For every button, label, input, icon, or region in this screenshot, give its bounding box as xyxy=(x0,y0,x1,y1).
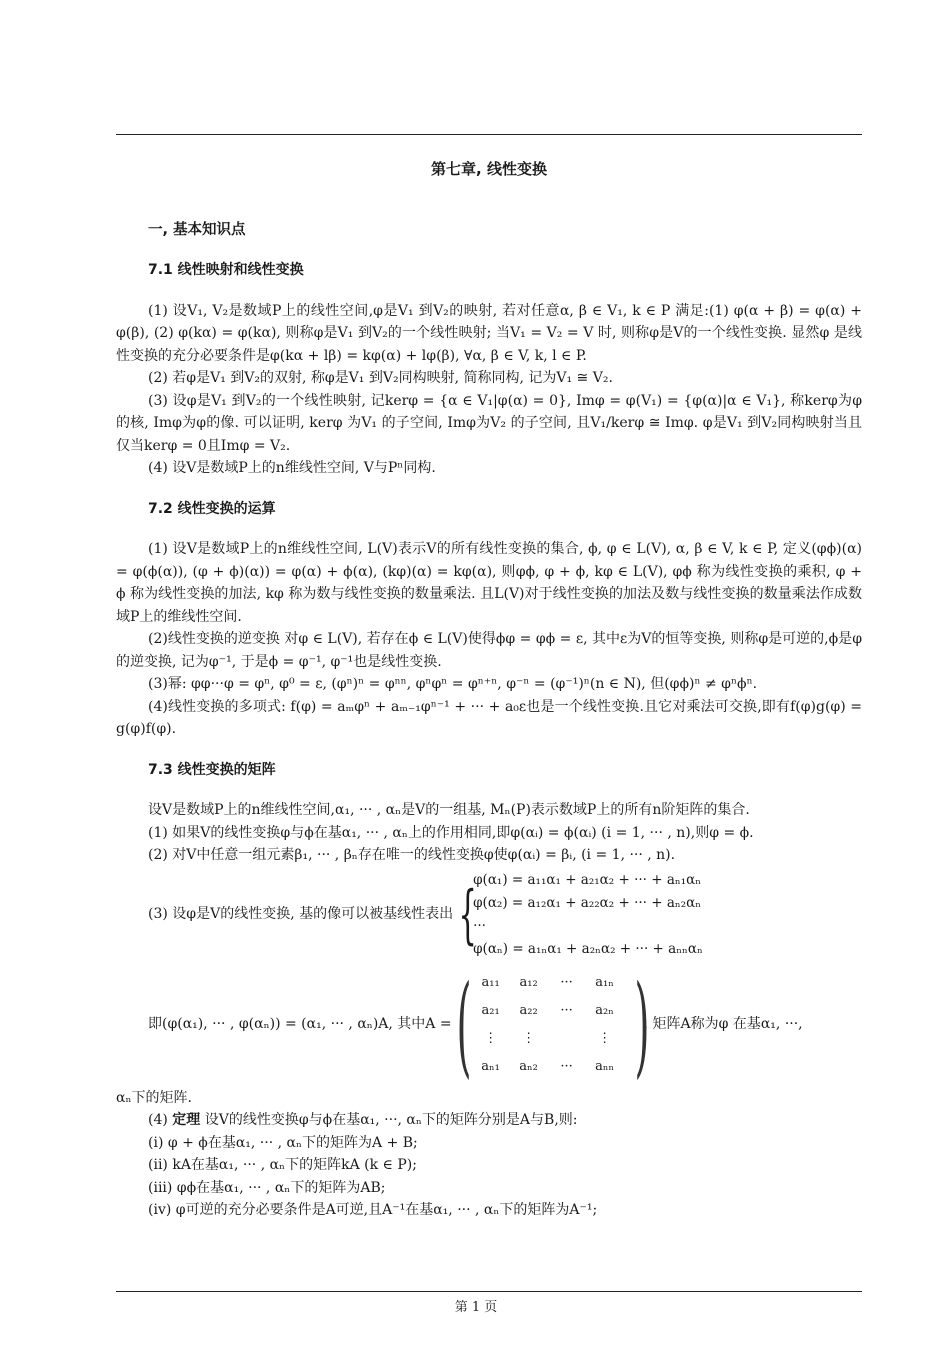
theorem-item: (i) φ + ϕ在基α₁, ··· , αₙ下的矩阵为A + B; xyxy=(148,1134,418,1151)
matrix-cell: ··· xyxy=(560,974,573,990)
system-equations xyxy=(473,869,703,961)
right-paren: ) xyxy=(634,960,650,1089)
left-paren: ( xyxy=(456,960,472,1089)
system-line: φ(αₙ) = a₁ₙα₁ + a₂ₙα₂ + ··· + aₙₙαₙ xyxy=(473,940,703,957)
paragraph-7-1-3: (3) 设φ是V₁ 到V₂的一个线性映射, 记kerφ = {α ∈ V₁|φ(α) = 0}, Imφ = φ(V₁) = {φ(α)|α ∈ V₁}, 称kerφ为φ的核, Imφ为φ的像. 可以证明, kerφ 为V₁ 的子空间, Imφ为V₂ 的子空间, 且V₁/kerφ ≅ Imφ. φ是V₁ 到V₂同构映射当且仅当kerφ = 0且Imφ = V₂. xyxy=(116,392,862,454)
page-number: 第 1 页 xyxy=(454,1300,498,1315)
header-rule xyxy=(116,134,862,135)
theorem-item: (ii) kA在基α₁, ··· , αₙ下的矩阵kA (k ∈ P); xyxy=(148,1157,417,1173)
chapter-title: 第七章, 线性变换 xyxy=(431,160,547,178)
theorem-item: (iv) φ可逆的充分必要条件是A可逆,且A⁻¹在基α₁, ··· , αₙ下的矩阵为A⁻¹; xyxy=(148,1202,598,1218)
left-brace: { xyxy=(458,877,477,952)
matrix-cell: a₂ₙ xyxy=(595,1002,614,1018)
matrix-cell: ⋮ xyxy=(598,1030,612,1046)
matrix-cell: a₂₁ xyxy=(481,1002,500,1018)
system-line: φ(α₁) = a₁₁α₁ + a₂₁α₂ + ··· + aₙ₁αₙ xyxy=(473,871,702,888)
section-title: 一, 基本知识点 xyxy=(148,221,246,238)
matrix-cell: a₁₂ xyxy=(519,974,538,990)
matrix-cell: ⋮ xyxy=(522,1030,536,1046)
matrix-tail: αₙ下的矩阵. xyxy=(116,1089,192,1106)
paragraph-7-2-3: (3)幂: φφ···φ = φⁿ, φ⁰ = ε, (φⁿ)ⁿ = φⁿⁿ, φⁿφⁿ = φⁿ⁺ⁿ, φ⁻ⁿ = (φ⁻¹)ⁿ(n ∈ N), 但(φϕ)ⁿ ≠ φⁿϕⁿ. xyxy=(148,676,758,692)
paragraph-7-1-4: (4) 设V是数域P上的n维线性空间, V与Pⁿ同构. xyxy=(148,460,436,476)
system-line: ··· xyxy=(473,917,486,934)
paragraph-7-2-4: (4)线性变换的多项式: f(φ) = aₘφⁿ + aₘ₋₁φⁿ⁻¹ + ··· + a₀ε也是一个线性变换.且它对乘法可交换,即有f(φ)g(φ) = g(φ)f(φ). xyxy=(116,698,862,737)
basis-image-system xyxy=(148,867,862,963)
matrix-cell: a₁₁ xyxy=(481,974,500,990)
theorem-text: 设V的线性变换φ与ϕ在基α₁, ···, αₙ下的矩阵分别是A与B,则: xyxy=(200,1112,578,1128)
matrix-cell: a₁ₙ xyxy=(595,974,614,990)
matrix-cell: ··· xyxy=(560,1058,573,1074)
footer-rule xyxy=(116,1291,862,1292)
paragraph-7-1-1: (1) 设V₁, V₂是数域P上的线性空间,φ是V₁ 到V₂的映射, 若对任意α, β ∈ V₁, k ∈ P 满足:(1) φ(α + β) = φ(α) + φ(β), (2) φ(kα) = φ(kα), 则称φ是V₁ 到V₂的一个线性映射; 当V₁ = V₂ = V 时, 则称φ是V的一个线性变换. 显然φ 是线性变换的充分必要条件是φ(kα + lβ) = kφ(α) + lφ(β), ∀α, β ∈ V, k, l ∈ P. xyxy=(116,302,862,364)
paragraph-7-3-0: 设V是数域P上的n维线性空间,α₁, ··· , αₙ是V的一组基, Mₙ(P)表示数域P上的所有n阶矩阵的集合. xyxy=(148,802,750,818)
matrix-cell: a₂₂ xyxy=(519,1002,538,1018)
theorem-keyword: 定理 xyxy=(172,1112,201,1128)
matrix-suffix: , 矩阵A称为φ 在基α₁, ···, xyxy=(643,1016,803,1033)
matrix-a xyxy=(472,970,624,1080)
subsection-title-7-3: 7.3 线性变换的矩阵 xyxy=(148,761,276,778)
system-label: (3) 设φ是V的线性变换, 基的像可以被基线性表出 xyxy=(148,906,454,923)
paragraph-7-2-2: (2)线性变换的逆变换 对φ ∈ L(V), 若存在ϕ ∈ L(V)使得ϕφ = φϕ = ε, 其中ε为V的恒等变换, 则称φ是可逆的,ϕ是φ的逆变换, 记为φ⁻¹, 于是ϕ = φ⁻¹, φ⁻¹也是线性变换. xyxy=(116,631,862,670)
matrix-cell xyxy=(548,1026,586,1052)
paragraph-7-1-2: (2) 若φ是V₁ 到V₂的双射, 称φ是V₁ 到V₂同构映射, 简称同构, 记为V₁ ≅ V₂. xyxy=(148,370,613,386)
paragraph-7-3-2: (2) 对V中任意一组元素β₁, ··· , βₙ存在唯一的线性变换φ使φ(αᵢ) = βᵢ, (i = 1, ··· , n). xyxy=(148,847,676,863)
paragraph-7-2-1: (1) 设V是数域P上的n维线性空间, L(V)表示V的所有线性变换的集合, ϕ, φ ∈ L(V), α, β ∈ V, k ∈ P, 定义(φϕ)(α) = φ(ϕ(α)), (φ + ϕ)(α)) = φ(α) + ϕ(α), (kφ)(α) = kφ(α), 则φϕ, φ + ϕ, kφ ∈ L(V), φϕ 称为线性变换的乘积, φ + ϕ 称为线性变换的加法, kφ 称为数与线性变换的数量乘法. 且L(V)对于线性变换的加法及数与线性变换的数量乘法作成数域P上的维线性空间. xyxy=(116,541,862,625)
matrix-cell: aₙ₁ xyxy=(481,1058,500,1074)
matrix-equation xyxy=(148,960,862,1089)
matrix-cell: ··· xyxy=(560,1002,573,1018)
theorem-label: (4) xyxy=(148,1112,168,1128)
matrix-cell: aₙₙ xyxy=(595,1058,615,1074)
subsection-title-7-2: 7.2 线性变换的运算 xyxy=(148,500,276,517)
system-line: φ(α₂) = a₁₂α₁ + a₂₂α₂ + ··· + aₙ₂αₙ xyxy=(473,894,702,911)
theorem-item: (iii) φϕ在基α₁, ··· , αₙ下的矩阵为AB; xyxy=(148,1179,386,1196)
matrix-cell: aₙ₂ xyxy=(519,1058,538,1074)
matrix-prefix: 即(φ(α₁), ··· , φ(αₙ)) = (α₁, ··· , αₙ)A, 其中A = xyxy=(148,1016,452,1033)
page-content xyxy=(116,158,862,1222)
subsection-title-7-1: 7.1 线性映射和线性变换 xyxy=(148,262,304,278)
matrix-cell: ⋮ xyxy=(484,1030,498,1046)
theorem-paragraph xyxy=(116,1109,862,1132)
paragraph-7-3-1: (1) 如果V的线性变换φ与ϕ在基α₁, ··· , αₙ上的作用相同,即φ(αᵢ) = ϕ(αᵢ) (i = 1, ··· , n),则φ = ϕ. xyxy=(148,824,754,841)
